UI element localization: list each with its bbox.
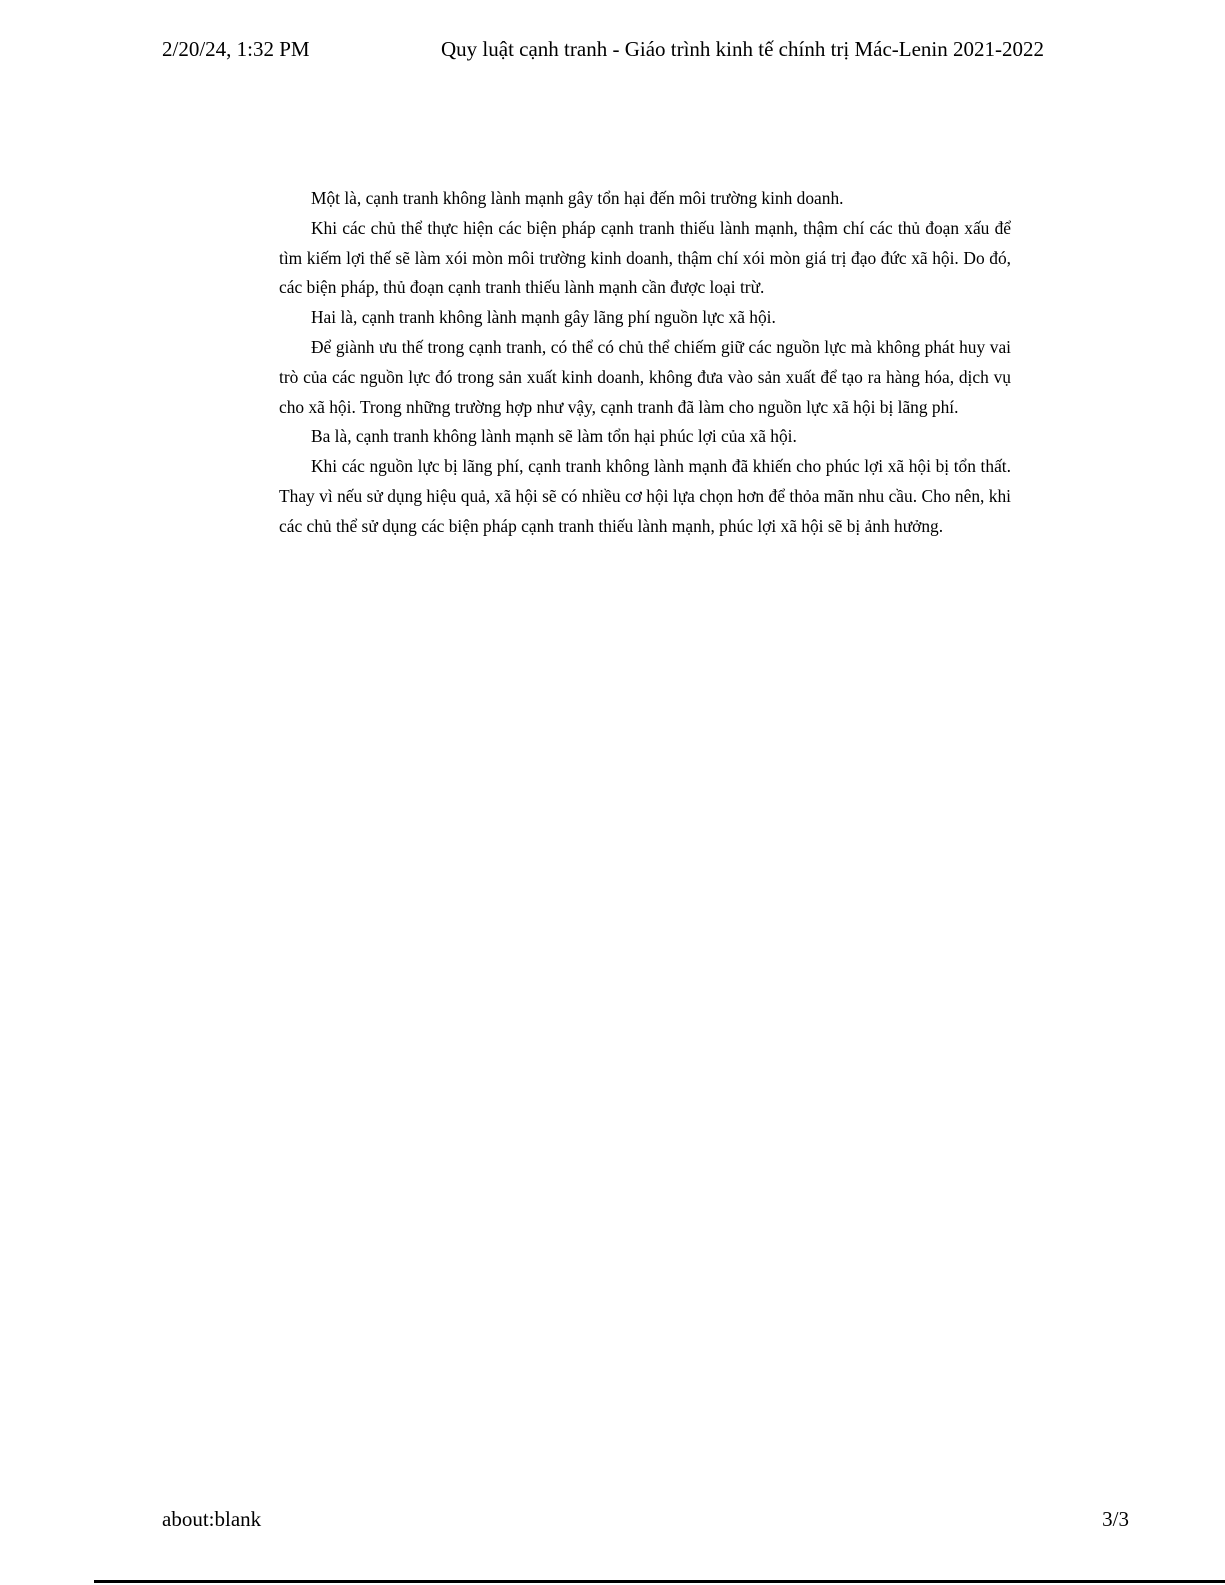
- bottom-divider: [94, 1580, 1225, 1583]
- paragraph: Khi các nguồn lực bị lãng phí, cạnh tranh không lành mạnh đã khiến cho phúc lợi xã hội bị tổn thất. Thay vì nếu sử dụng hiệu quả, xã hội sẽ có nhiều cơ hội lựa chọn hơn để thỏa mãn nhu cầu. Cho nên, khi các chủ thể sử dụng các biện pháp cạnh tranh thiếu lành mạnh, phúc lợi xã hội sẽ bị ảnh hưởng.: [279, 456, 1011, 536]
- print-date: 2/20/24, 1:32 PM: [162, 37, 310, 61]
- paragraph: Ba là, cạnh tranh không lành mạnh sẽ làm tổn hại phúc lợi của xã hội.: [311, 426, 797, 447]
- paragraph: Hai là, cạnh tranh không lành mạnh gây lãng phí nguồn lực xã hội.: [311, 307, 776, 328]
- page-number: 3/3: [1102, 1507, 1129, 1531]
- document-title: Quy luật cạnh tranh - Giáo trình kinh tế chính trị Mác-Lenin 2021-2022: [441, 37, 1045, 61]
- document-body: [279, 184, 1011, 542]
- paragraph: Khi các chủ thể thực hiện các biện pháp cạnh tranh thiếu lành mạnh, thậm chí các thủ đoạn xấu để tìm kiếm lợi thế sẽ làm xói mòn môi trường kinh doanh, thậm chí xói mòn giá trị đạo đức xã hội. Do đó, các biện pháp, thủ đoạn cạnh tranh thiếu lành mạnh cần được loại trừ.: [279, 217, 1011, 298]
- paragraph: Để giành ưu thế trong cạnh tranh, có thể có chủ thể chiếm giữ các nguồn lực mà không phát huy vai trò của các nguồn lực đó trong sản xuất kinh doanh, không đưa vào sản xuất để tạo ra hàng hóa, dịch vụ cho xã hội. Trong những trường hợp như vậy, cạnh tranh đã làm cho nguồn lực xã hội bị lãng phí.: [279, 336, 1011, 417]
- footer-url: about:blank: [162, 1507, 262, 1531]
- paragraph: Một là, cạnh tranh không lành mạnh gây tổn hại đến môi trường kinh doanh.: [311, 188, 844, 208]
